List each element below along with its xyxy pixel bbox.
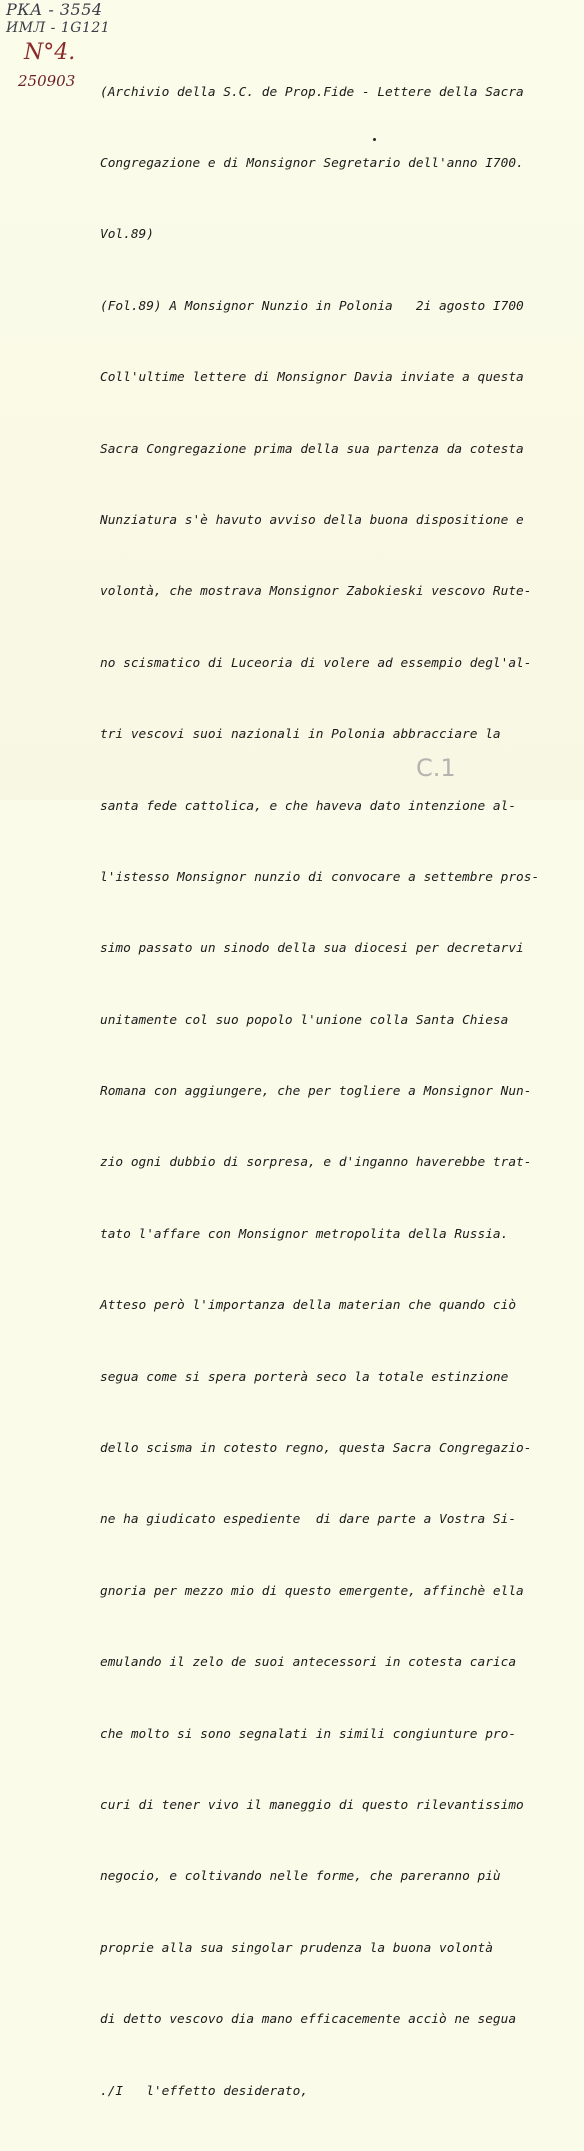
handwritten-corner-mark: C.1 [416,754,456,782]
text-line: unitamente col suo popolo l'unione colla Santa Chiesa [100,1012,509,1028]
text-line: volontà, che mostrava Monsignor Zabokieski vescovo Rute- [100,584,532,600]
text-line: Atteso però l'importanza della materian che quando ciò [100,1298,517,1314]
text-line: tri vescovi suoi nazionali in Polonia abbracciare la [100,727,501,743]
handwritten-archive-number: 250903 [18,72,76,90]
text-line: proprie alla sua singolar prudenza la buona volontà [100,1940,493,1956]
text-line: (Archivio della S.C. de Prop.Fide - Lettere della Sacra [100,84,524,100]
text-line: Coll'ultime lettere di Monsignor Davia inviate a questa [100,370,524,386]
text-line: segua come si spera porterà seco la totale estinzione [100,1369,509,1385]
handwritten-reference-top: РКА - 3554 [6,0,103,19]
text-line: curi di tener vivo il maneggio di questo rilevantissimo [100,1797,524,1813]
text-line: zio ogni dubbio di sorpresa, e d'inganno haverebbe trat- [100,1155,532,1171]
text-line: Sacra Congregazione prima della sua partenza da cotesta [100,441,524,457]
text-line: Vol.89) [100,227,154,243]
text-line: negocio, e coltivando nelle forme, che pareranno più [100,1869,501,1885]
text-line: gnoria per mezzo mio di questo emergente, affinchè ella [100,1583,524,1599]
text-line: no scismatico di Luceoria di volere ad essempio degl'al- [100,655,532,671]
text-line: (Fol.89) A Monsignor Nunzio in Polonia 2i agosto I700 [100,298,524,314]
text-line: tato l'affare con Monsignor metropolita della Russia. [100,1226,509,1242]
text-line: ./I l'effetto desiderato, [100,2083,309,2099]
handwritten-reference-second: ИМЛ - 1G121 [6,20,111,36]
typed-text-block [100,33,576,2151]
text-line: santa fede cattolica, e che haveva dato intenzione al- [100,798,517,814]
text-line: Nunziatura s'è havuto avviso della buona dispositione e [100,512,524,528]
text-line: ne ha giudicato espediente di dare parte a Vostra Si- [100,1512,517,1528]
text-line: di detto vescovo dia mano efficacemente acciò ne segua [100,2012,517,2028]
text-line: emulando il zelo de suoi antecessori in cotesta carica [100,1655,517,1671]
text-line: Congregazione e di Monsignor Segretario dell'anno I700. [100,155,524,171]
handwritten-document-number: N°4. [24,40,76,65]
text-line: Romana con aggiungere, che per togliere a Monsignor Nun- [100,1084,532,1100]
text-line: che molto si sono segnalati in simili congiunture pro- [100,1726,517,1742]
text-line: l'istesso Monsignor nunzio di convocare a settembre pros- [100,869,540,885]
text-line: simo passato un sinodo della sua diocesi per decretarvi [100,941,524,957]
text-line: dello scisma in cotesto regno, questa Sacra Congregazio- [100,1441,532,1457]
